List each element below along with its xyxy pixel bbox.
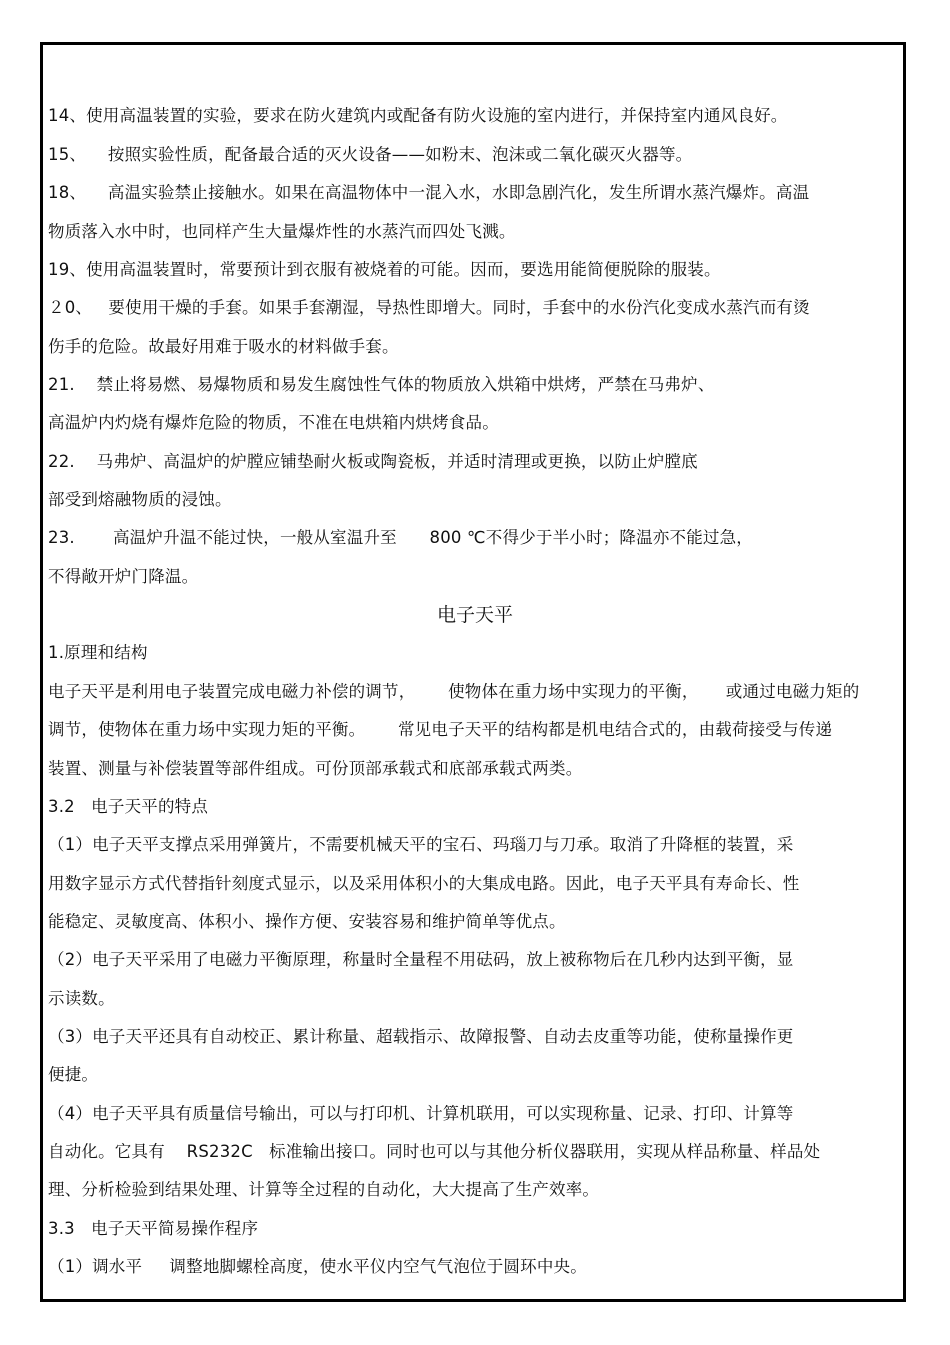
text-line: 伤手的危险。故最好用难于吸水的材料做手套。	[48, 337, 399, 356]
text-line: 示读数。	[48, 989, 115, 1008]
text-line: 21. 禁止将易燃、易爆物质和易发生腐蚀性气体的物质放入烘箱中烘烤，严禁在马弗炉、	[48, 375, 715, 394]
text-line: （1）调水平 调整地脚螺栓高度，使水平仪内空气气泡位于圆环中央。	[48, 1257, 587, 1276]
text-line: 23. 高温炉升温不能过快，一般从室温升至 800 ℃不得少于半小时；降温亦不能过急，	[48, 528, 753, 547]
text-line: ２0、 要使用干燥的手套。如果手套潮湿，导热性即增大。同时，手套中的水份汽化变成水蒸汽而有烫	[48, 298, 810, 317]
text-line: 高温炉内灼烧有爆炸危险的物质，不准在电烘箱内烘烤食品。	[48, 413, 499, 432]
text-line: 3.2 电子天平的特点	[48, 797, 209, 816]
text-line: 19、使用高温装置时，常要预计到衣服有被烧着的可能。因而，要选用能简便脱除的服装。	[48, 260, 721, 279]
text-line: 18、 高温实验禁止接触水。如果在高温物体中一混入水，水即急剧汽化，发生所谓水蒸汽爆炸。高温	[48, 183, 810, 202]
text-line: 用数字显示方式代替指针刻度式显示，以及采用体积小的大集成电路。因此，电子天平具有寿命长、性	[48, 874, 800, 893]
text-line: 1.原理和结构	[48, 643, 148, 662]
text-line: 14、使用高温装置的实验，要求在防火建筑内或配备有防火设施的室内进行，并保持室内通风良好。	[48, 106, 788, 125]
text-line: 装置、测量与补偿装置等部件组成。可份顶部承载式和底部承载式两类。	[48, 759, 583, 778]
text-line: 物质落入水中时，也同样产生大量爆炸性的水蒸汽而四处飞溅。	[48, 222, 516, 241]
section-title: 电子天平	[436, 604, 513, 626]
text-line: （1）电子天平支撑点采用弹簧片，不需要机械天平的宝石、玛瑙刀与刀承。取消了升降框的装置，采	[48, 835, 794, 854]
text-line: 调节，使物体在重力场中实现力矩的平衡。 常见电子天平的结构都是机电结合式的，由载荷接受与传递	[48, 720, 833, 739]
text-line: 能稳定、灵敏度高、体积小、操作方便、安装容易和维护简单等优点。	[48, 912, 566, 931]
text-line: （2）电子天平采用了电磁力平衡原理，称量时全量程不用砝码，放上被称物后在几秒内达到平衡，显	[48, 950, 794, 969]
text-line: （4）电子天平具有质量信号输出，可以与打印机、计算机联用，可以实现称量、记录、打印、计算等	[48, 1104, 794, 1123]
text-line: 15、 按照实验性质，配备最合适的灭火设备——如粉末、泡沫或二氧化碳灭火器等。	[48, 145, 693, 164]
text-line: 3.3 电子天平简易操作程序	[48, 1219, 259, 1238]
text-line: 不得敞开炉门降温。	[48, 567, 199, 586]
text-line: 理、分析检验到结果处理、计算等全过程的自动化，大大提高了生产效率。	[48, 1180, 600, 1199]
text-line: 电子天平是利用电子装置完成电磁力补偿的调节， 使物体在重力场中实现力的平衡， 或通过电磁力矩的	[48, 682, 860, 701]
text-line: （3）电子天平还具有自动校正、累计称量、超载指示、故障报警、自动去皮重等功能，使称量操作更	[48, 1027, 794, 1046]
text-line: 部受到熔融物质的浸蚀。	[48, 490, 232, 509]
text-line: 自动化。它具有 RS232C 标准输出接口。同时也可以与其他分析仪器联用，实现从样品称量、样品处	[48, 1142, 821, 1161]
text-line: 22. 马弗炉、高温炉的炉膛应铺垫耐火板或陶瓷板，并适时清理或更换，以防止炉膛底	[48, 452, 698, 471]
text-line: 便捷。	[48, 1065, 99, 1084]
